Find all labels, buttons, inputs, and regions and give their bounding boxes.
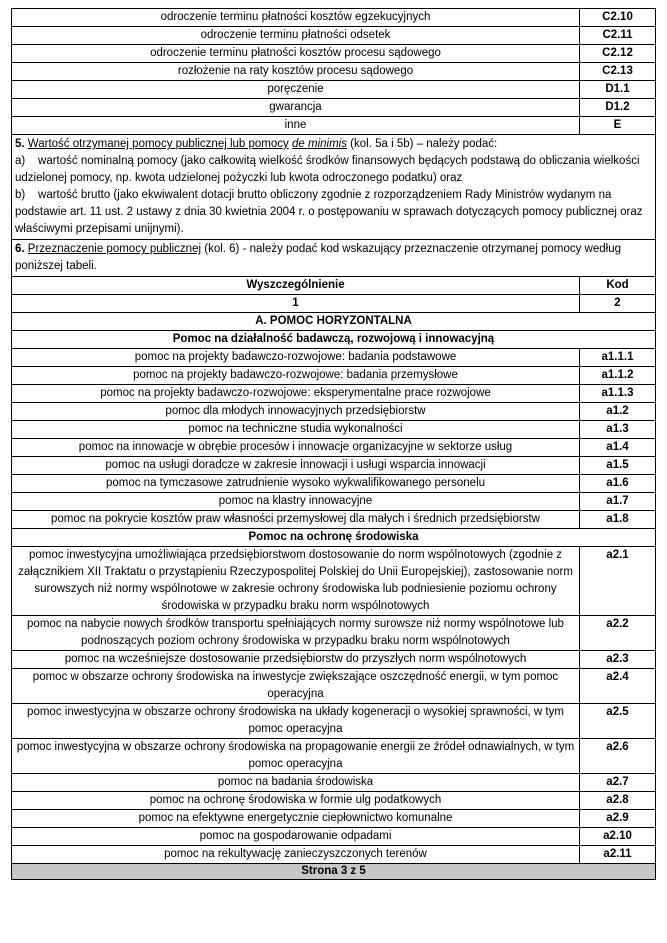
table-row [12, 99, 656, 117]
item-b-text: wartość brutto (jako ekwiwalent dotacji brutto obliczony zgodnie z rozporządzeniem Rady Ministrów wydanym na podstawie art. 11 ust. 2 ustawy z dnia 30 kwietnia 2004 r. o postępowaniu w sprawach dotyczących pomocy publicznej oraz właściwymi przepisami unijnymi). [15, 189, 643, 235]
row-code: D1.1 [580, 81, 656, 99]
row-code: a2.11 [580, 846, 656, 864]
item-a-label: a) [15, 155, 26, 167]
row-label: odroczenie terminu płatności kosztów procesu sądowego [12, 45, 580, 63]
row-label: pomoc na pokrycie kosztów praw własności przemysłowej dla małych i średnich przedsiębiorstw [12, 511, 580, 529]
row-label: pomoc na wcześniejsze dostosowanie przedsiębiorstw do przyszłych norm wspólnotowych [12, 651, 580, 669]
table-row [12, 511, 656, 529]
header-code: Kod [580, 277, 656, 295]
row-label: odroczenie terminu płatności odsetek [12, 27, 580, 45]
table-row [12, 810, 656, 828]
table-row [12, 81, 656, 99]
top-rows [12, 9, 656, 135]
row-code: a2.5 [580, 704, 656, 739]
table-row [12, 828, 656, 846]
header-number-1: 1 [12, 295, 580, 313]
row-label: pomoc na projekty badawczo-rozwojowe: badania podstawowe [12, 349, 580, 367]
table-row [12, 403, 656, 421]
row-code: C2.13 [580, 63, 656, 81]
row-code: C2.10 [580, 9, 656, 27]
env-heading-body [12, 529, 656, 547]
row-label: pomoc na badania środowiska [12, 774, 580, 792]
row-code: a1.5 [580, 457, 656, 475]
subgroup-research-heading: Pomoc na działalność badawczą, rozwojową i innowacyjną [12, 331, 656, 349]
row-code: a1.1.1 [580, 349, 656, 367]
research-rows [12, 349, 656, 529]
subgroup-environment-heading: Pomoc na ochronę środowiska [12, 529, 656, 547]
section-6-number: 6. [15, 243, 25, 255]
row-code: a1.7 [580, 493, 656, 511]
table-row [12, 774, 656, 792]
row-code: a2.1 [580, 547, 656, 616]
table-row [12, 63, 656, 81]
row-label: odroczenie terminu płatności kosztów egzekucyjnych [12, 9, 580, 27]
row-code: a1.8 [580, 511, 656, 529]
section-5-title: Wartość otrzymanej pomocy publicznej lub pomocy [27, 138, 289, 150]
row-label: gwarancja [12, 99, 580, 117]
row-label: pomoc na tymczasowe zatrudnienie wysoko wykwalifikowanego personelu [12, 475, 580, 493]
row-label: pomoc na techniczne studia wykonalności [12, 421, 580, 439]
table-row [12, 547, 656, 616]
codes-table [11, 8, 656, 880]
section-6-text [12, 240, 656, 277]
row-code: a2.8 [580, 792, 656, 810]
section-6-rest: (kol. 6) - należy podać kod wskazujący przeznaczenie otrzymanej pomocy według poniższej tabeli. [15, 243, 621, 272]
section-5 [12, 135, 656, 349]
row-label: pomoc na usługi doradcze w zakresie innowacji i usługi wsparcia innowacji [12, 457, 580, 475]
row-code: C2.11 [580, 27, 656, 45]
table-row [12, 439, 656, 457]
row-label: pomoc na projekty badawczo-rozwojowe: eksperymentalne prace rozwojowe [12, 385, 580, 403]
row-code: E [580, 117, 656, 135]
footer-body [12, 864, 656, 880]
section-5-number: 5. [15, 138, 25, 150]
row-label: pomoc na ochronę środowiska w formie ulg podatkowych [12, 792, 580, 810]
section-5-title-rest: (kol. 5a i 5b) – należy podać: [350, 138, 498, 150]
item-b-label: b) [15, 189, 26, 201]
table-row [12, 9, 656, 27]
row-label: pomoc inwestycyjna umożliwiająca przedsiębiorstwom dostosowanie do norm wspólnotowych (zgodnie z załącznikiem XII Traktatu o przystąpieniu Rzeczypospolitej Polskiej do Unii Europejskiej), zastosowanie norm surowszych niż normy wspólnotowe w zakresie ochrony środowiska lub podniesienie poziomu ochrony środowiska w przypadku braku norm wspólnotowych [12, 547, 580, 616]
table-row [12, 651, 656, 669]
row-label: pomoc w obszarze ochrony środowiska na inwestycje zwiększające oszczędność energii, w tym pomoc operacyjna [12, 669, 580, 704]
row-label: pomoc dla młodych innowacyjnych przedsiębiorstw [12, 403, 580, 421]
row-code: a1.4 [580, 439, 656, 457]
table-row [12, 493, 656, 511]
table-row [12, 846, 656, 864]
table-row [12, 27, 656, 45]
table-row [12, 475, 656, 493]
row-code: a1.2 [580, 403, 656, 421]
page-footer: Strona 3 z 5 [12, 864, 656, 880]
row-label: pomoc na nabycie nowych środków transportu spełniających normy surowsze niż normy wspólnotowe lub podnoszących poziom ochrony środowiska w przypadku braku norm wspólnotowych [12, 616, 580, 651]
document-page [11, 8, 655, 880]
row-code: a1.1.3 [580, 385, 656, 403]
row-code: a2.10 [580, 828, 656, 846]
row-label: inne [12, 117, 580, 135]
row-label: pomoc na klastry innowacyjne [12, 493, 580, 511]
table-row [12, 117, 656, 135]
section-6-title: Przeznaczenie pomocy publicznej [27, 243, 202, 255]
row-code: C2.12 [580, 45, 656, 63]
table-row [12, 45, 656, 63]
row-code: a2.9 [580, 810, 656, 828]
row-code: a2.4 [580, 669, 656, 704]
row-code: D1.2 [580, 99, 656, 117]
table-row [12, 367, 656, 385]
row-label: pomoc na innowacje w obrębie procesów i innowacje organizacyjne w sektorze usług [12, 439, 580, 457]
row-label: pomoc na rekultywację zanieczyszczonych terenów [12, 846, 580, 864]
row-code: a1.1.2 [580, 367, 656, 385]
row-label: pomoc na projekty badawczo-rozwojowe: badania przemysłowe [12, 367, 580, 385]
group-a-heading: A. POMOC HORYZONTALNA [12, 313, 656, 331]
table-row [12, 669, 656, 704]
environment-rows [12, 547, 656, 864]
row-label: poręczenie [12, 81, 580, 99]
row-code: a2.2 [580, 616, 656, 651]
row-label: pomoc na gospodarowanie odpadami [12, 828, 580, 846]
section-5-text [12, 135, 656, 240]
row-label: rozłożenie na raty kosztów procesu sądowego [12, 63, 580, 81]
row-code: a2.6 [580, 739, 656, 774]
section-5-title-italic: de minimis [292, 138, 347, 150]
table-row [12, 704, 656, 739]
item-a-text: wartość nominalną pomocy (jako całkowitą wielkość środków finansowych będących podstawą do obliczania wielkości udzielonej pomocy, np. kwota udzielonej pożyczki lub kwota odroczonego podatku) oraz [15, 155, 640, 184]
row-label: pomoc inwestycyjna w obszarze ochrony środowiska na układy kogeneracji o wysokiej sprawności, w tym pomoc operacyjna [12, 704, 580, 739]
row-code: a1.6 [580, 475, 656, 493]
table-row [12, 421, 656, 439]
row-code: a1.3 [580, 421, 656, 439]
header-description: Wyszczególnienie [12, 277, 580, 295]
table-row [12, 792, 656, 810]
row-code: a2.3 [580, 651, 656, 669]
table-row [12, 349, 656, 367]
table-row [12, 457, 656, 475]
row-code: a2.7 [580, 774, 656, 792]
header-number-2: 2 [580, 295, 656, 313]
row-label: pomoc na efektywne energetycznie ciepłownictwo komunalne [12, 810, 580, 828]
row-label: pomoc inwestycyjna w obszarze ochrony środowiska na propagowanie energii ze źródeł odnawialnych, w tym pomoc operacyjna [12, 739, 580, 774]
table-row [12, 616, 656, 651]
table-row [12, 385, 656, 403]
table-row [12, 739, 656, 774]
